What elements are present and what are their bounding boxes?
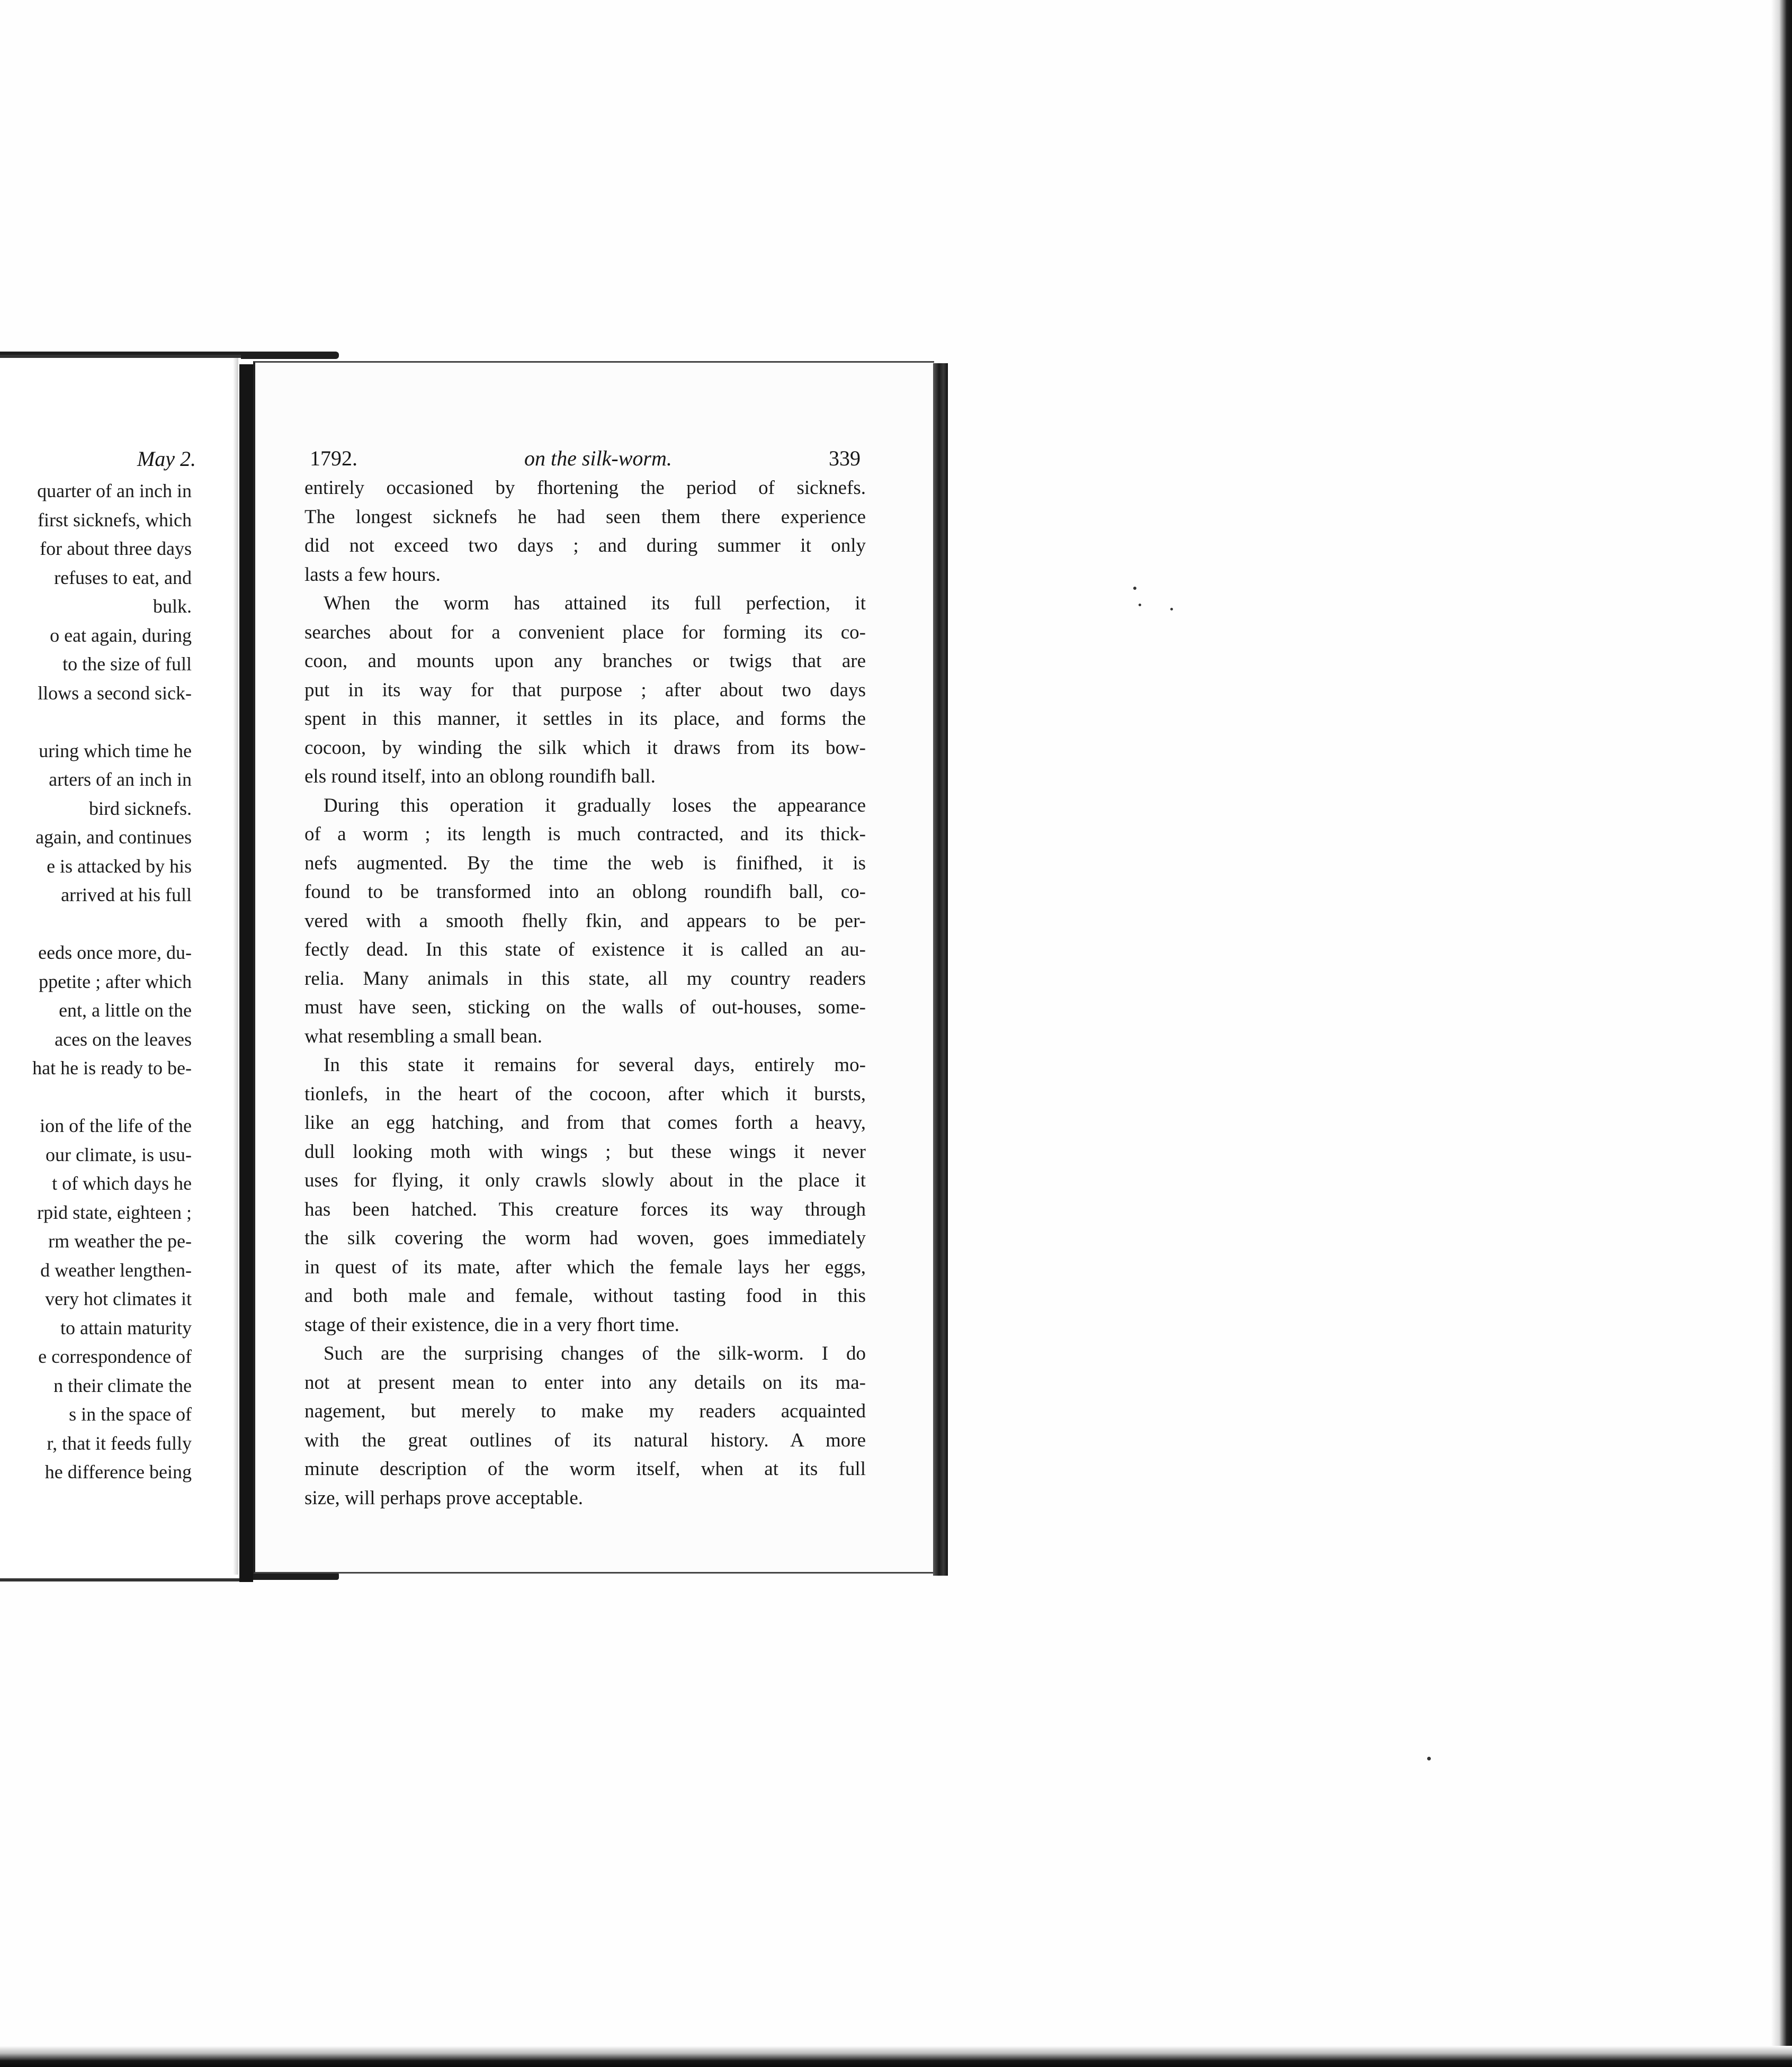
left-page-line: rm weather the pe- xyxy=(48,1230,192,1252)
body-text-line: of a worm ; its length is much contracted, and its thick- xyxy=(304,823,866,845)
left-page-line: ent, a little on the xyxy=(59,1000,192,1021)
left-page-line: llows a second sick- xyxy=(38,682,192,704)
body-text-line: Such are the surprising changes of the silk-worm. I do xyxy=(324,1343,866,1364)
body-text-line: spent in this manner, it settles in its place, and forms the xyxy=(304,708,866,730)
body-text-line: In this state it remains for several days, entirely mo- xyxy=(324,1054,866,1076)
body-text-line: nagement, but merely to make my readers acquainted xyxy=(304,1400,866,1422)
left-page-line: d weather lengthen- xyxy=(40,1259,192,1281)
left-page-line: aces on the leaves xyxy=(55,1028,192,1050)
left-page-line: again, and continues xyxy=(35,826,192,848)
running-head-title: on the silk-worm. xyxy=(524,446,672,470)
left-page-line: eeds once more, du- xyxy=(38,942,192,963)
left-page-line: uring which time he xyxy=(39,740,192,761)
left-page-line: s in the space of xyxy=(69,1404,192,1425)
left-page-line: ion of the life of the xyxy=(40,1115,192,1136)
scan-speck xyxy=(1139,604,1141,606)
body-text-line: not at present mean to enter into any details on its ma- xyxy=(304,1371,866,1394)
body-text-line: searches about for a convenient place for forming its co- xyxy=(304,621,866,643)
body-text-line: tionlefs, in the heart of the cocoon, after which it bursts, xyxy=(304,1083,866,1105)
body-text-line: coon, and mounts upon any branches or twigs that are xyxy=(304,650,866,672)
body-text-line: has been hatched. This creature forces its way through xyxy=(304,1198,866,1220)
body-text-line: and both male and female, without tasting food in this xyxy=(304,1285,866,1307)
body-text-line: During this operation it gradually loses the appearance xyxy=(324,794,866,816)
left-page-line: n their climate the xyxy=(53,1374,192,1396)
left-page-line: very hot climates it xyxy=(45,1288,192,1309)
left-page-line: he difference being xyxy=(44,1461,192,1482)
left-page-line: first sicknefs, which xyxy=(38,509,192,531)
left-page-line: e correspondence of xyxy=(38,1346,192,1367)
body-text-line: stage of their existence, die in a very fhort time. xyxy=(304,1314,679,1336)
left-page-line: to the size of full xyxy=(62,653,192,675)
body-text-line: did not exceed two days ; and during summer it only xyxy=(304,535,866,556)
left-page-line: bulk. xyxy=(153,596,192,617)
scan-speck xyxy=(1427,1757,1431,1760)
left-page-line: to attain maturity xyxy=(60,1317,192,1338)
body-text-line: with the great outlines of its natural history. A more xyxy=(304,1429,866,1451)
scan-edge-right xyxy=(1771,0,1792,2067)
body-text-line: size, will perhaps prove acceptable. xyxy=(304,1487,583,1509)
scan-speck xyxy=(1133,587,1136,590)
left-page-line: o eat again, during xyxy=(50,624,192,646)
body-text-line: dull looking moth with wings ; but these wings it never xyxy=(304,1140,866,1163)
body-text-line: relia. Many animals in this state, all my country readers xyxy=(304,967,866,990)
body-text-line: cocoon, by winding the silk which it draws from its bow- xyxy=(304,736,866,759)
left-page-line: our climate, is usu- xyxy=(46,1144,192,1165)
body-text-line: entirely occasioned by fhortening the period of sicknefs. xyxy=(304,477,866,499)
left-page-line: refuses to eat, and xyxy=(54,567,192,588)
body-text-line: what resembling a small bean. xyxy=(304,1025,543,1047)
body-text-line: When the worm has attained its full perfection, it xyxy=(324,592,866,614)
left-page xyxy=(0,355,241,1581)
left-page-line: rpid state, eighteen ; xyxy=(37,1201,192,1223)
body-text-line: els round itself, into an oblong roundifh ball. xyxy=(304,766,656,787)
running-head-year: 1792. xyxy=(310,446,357,470)
scan-speck xyxy=(1170,608,1173,610)
left-page-line: t of which days he xyxy=(52,1173,192,1194)
running-head xyxy=(0,446,1792,475)
body-text-line: the silk covering the worm had woven, goes immediately xyxy=(304,1227,866,1249)
body-text-line: The longest sicknefs he had seen them there experience xyxy=(304,506,866,528)
left-page-line: arrived at his full xyxy=(61,884,192,905)
left-page-header: May 2. xyxy=(137,447,196,471)
left-page-line: ppetite ; after which xyxy=(39,970,192,992)
body-text-line: vered with a smooth fhelly fkin, and appears to be per- xyxy=(304,910,866,932)
left-page-line: quarter of an inch in xyxy=(37,480,192,501)
body-text-line: in quest of its mate, after which the female lays her eggs, xyxy=(304,1256,866,1278)
page-number: 339 xyxy=(829,446,861,470)
left-page-edge xyxy=(233,358,238,1575)
body-text-line: like an egg hatching, and from that comes forth a heavy, xyxy=(304,1112,866,1134)
left-page-line: r, that it feeds fully xyxy=(47,1432,192,1454)
left-page-line: hat he is ready to be- xyxy=(32,1057,192,1079)
body-text-line: found to be transformed into an oblong roundifh ball, co- xyxy=(304,881,866,903)
body-text-line: must have seen, sticking on the walls of out-houses, some- xyxy=(304,996,866,1018)
body-text-line: uses for flying, it only crawls slowly about in the place it xyxy=(304,1170,866,1191)
book-spine xyxy=(239,364,253,1582)
body-text-line: minute description of the worm itself, when at its full xyxy=(304,1458,866,1480)
body-text-line: fectly dead. In this state of existence it is called an au- xyxy=(304,939,866,960)
body-text-line: lasts a few hours. xyxy=(304,563,441,586)
left-page-line: e is attacked by his xyxy=(47,855,192,877)
body-text xyxy=(304,474,866,1513)
body-text-line: nefs augmented. By the time the web is finifhed, it is xyxy=(304,852,866,874)
left-page-line: bird sicknefs. xyxy=(89,797,192,819)
body-text-line: put in its way for that purpose ; after about two days xyxy=(304,679,866,701)
right-page-edge xyxy=(933,363,948,1576)
left-page-line: arters of an inch in xyxy=(49,769,192,790)
left-page-line: for about three days xyxy=(40,538,192,559)
scan-edge-bottom xyxy=(0,2046,1792,2067)
